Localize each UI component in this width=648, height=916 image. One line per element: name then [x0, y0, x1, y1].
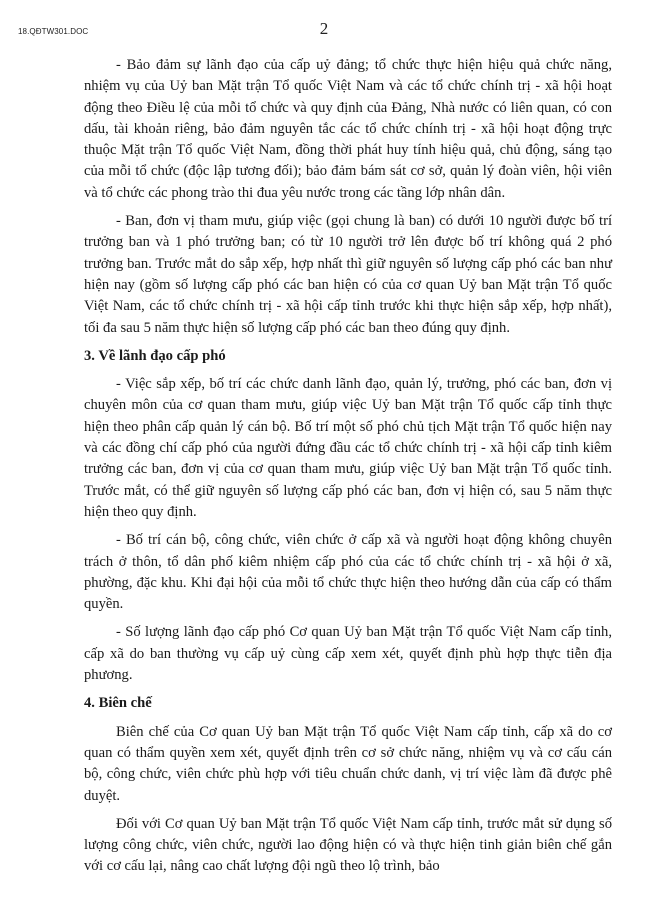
section-heading-3: 3. Về lãnh đạo cấp phó: [84, 347, 226, 364]
document-body: [84, 55, 612, 885]
page-number: 2: [319, 19, 329, 38]
paragraph-6: Biên chế của Cơ quan Uỷ ban Mặt trận Tổ quốc Việt Nam cấp tỉnh, cấp xã do cơ quan có thẩm quyền xem xét, quyết định trên cơ sở chức năng, nhiệm vụ và cơ cấu cán bộ, công chức, viên chức phù hợp với tiêu chuẩn chức danh, vị trí việc làm đã được phê duyệt.: [84, 723, 612, 804]
paragraph-3: - Việc sắp xếp, bố trí các chức danh lãnh đạo, quản lý, trưởng, phó các ban, đơn vị chuyên môn của cơ quan tham mưu, giúp việc Uỷ ban Mặt trận Tổ quốc cấp tỉnh thực hiện theo phân cấp quản lý cán bộ. Bố trí một số phó chủ tịch Mặt trận Tổ quốc hiện nay và các đồng chí cấp phó của người đứng đầu các tổ chức chính trị - xã hội cấp tỉnh kiêm trưởng các ban, đơn vị của cơ quan tham mưu, giúp việc Uỷ ban Mặt trận Tổ quốc tỉnh. Trước mắt, có thể giữ nguyên số lượng cấp phó các ban, đơn vị hiện có, sau 5 năm thực hiện theo quy định.: [84, 376, 612, 520]
document-code: 18.QĐTW301.DOC: [18, 27, 89, 36]
paragraph-5: - Số lượng lãnh đạo cấp phó Cơ quan Uỷ ban Mặt trận Tổ quốc Việt Nam cấp tỉnh, cấp xã do ban thường vụ cấp uỷ cùng cấp xem xét, quyết định phù hợp thực tiễn địa phương.: [84, 624, 612, 684]
paragraph-1: - Bảo đảm sự lãnh đạo của cấp uỷ đảng; tổ chức thực hiện hiệu quả chức năng, nhiệm vụ của Uỷ ban Mặt trận Tổ quốc Việt Nam và các tổ chức chính trị - xã hội hoạt động theo Điều lệ của mỗi tổ chức và quy định của Đảng, Nhà nước có liên quan, có con dấu, tài khoản riêng, bảo đảm nguyên tắc các tổ chức chính trị - xã hội hoạt động trực thuộc Mặt trận Tổ quốc Việt Nam, đồng thời phát huy tính hiệu quả, chủ động, sáng tạo của mỗi tổ chức (độc lập tương đối); bảo đảm bám sát cơ sở, quản lý đoàn viên, hội viên và tổ chức các phong trào thi đua yêu nước trong các tầng lớp nhân dân.: [84, 57, 612, 201]
paragraph-7: Đối với Cơ quan Uỷ ban Mặt trận Tổ quốc Việt Nam cấp tỉnh, trước mắt sử dụng số lượng công chức, viên chức, người lao động hiện có và thực hiện tinh giản biên chế gắn với cơ cấu lại, nâng cao chất lượng đội ngũ theo lộ trình, bảo: [84, 815, 612, 875]
section-heading-4: 4. Biên chế: [84, 695, 152, 712]
paragraph-4: - Bố trí cán bộ, công chức, viên chức ở cấp xã và người hoạt động không chuyên trách ở thôn, tổ dân phố kiêm nhiệm cấp phó của các tổ chức chính trị - xã hội ở xã, phường, đặc khu. Khi đại hội của mỗi tổ chức thực hiện theo hướng dẫn của cấp có thẩm quyền.: [84, 532, 612, 613]
paragraph-2: - Ban, đơn vị tham mưu, giúp việc (gọi chung là ban) có dưới 10 người được bố trí trưởng ban và 1 phó trưởng ban; có từ 10 người trở lên được bố trí không quá 2 phó trưởng ban. Trước mắt do sắp xếp, hợp nhất thì giữ nguyên số lượng cấp phó các ban như hiện nay (gồm số lượng cấp phó các ban hiện có của cơ quan Uỷ ban Mặt trận Tổ quốc Việt Nam, các tổ chức chính trị - xã hội cấp tỉnh trước khi thực hiện sắp xếp, hợp nhất), tối đa sau 5 năm thực hiện số lượng cấp phó các ban theo đúng quy định.: [84, 213, 612, 336]
